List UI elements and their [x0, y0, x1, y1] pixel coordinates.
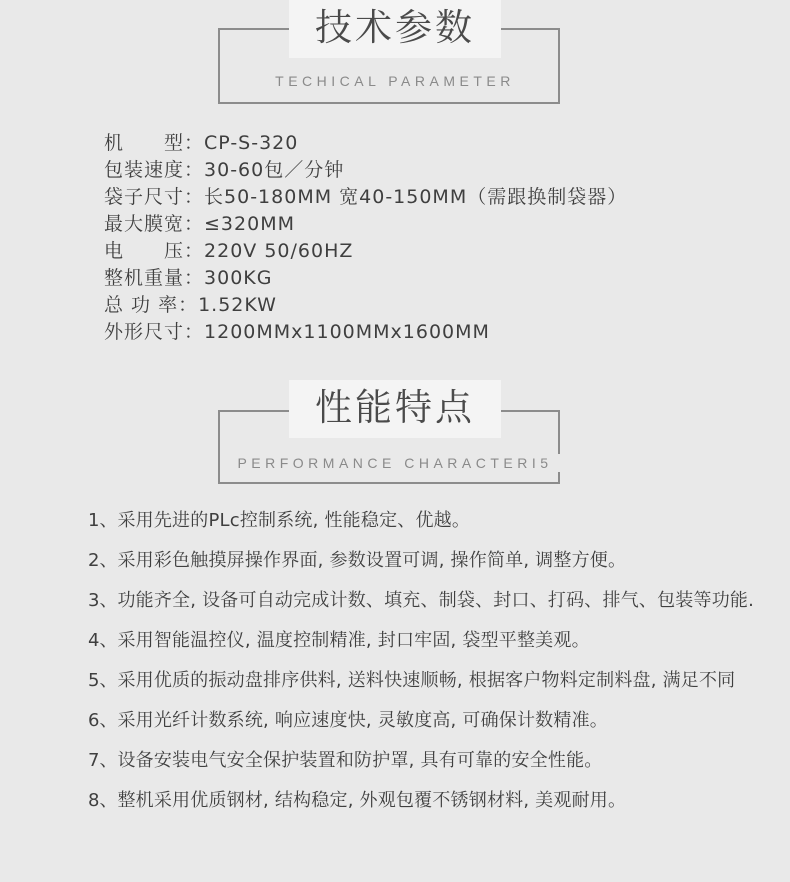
spec-value: 30-60包／分钟: [204, 159, 345, 181]
tech-parameter-header: [0, 0, 790, 112]
list-item: [0, 666, 790, 696]
list-item-number: 5、: [88, 670, 118, 691]
spec-value: 1.52KW: [198, 294, 277, 316]
spec-value: 1200MMx1100MMx1600MM: [204, 321, 490, 343]
spec-list: [0, 130, 790, 346]
list-item-text: 采用智能温控仪, 温度控制精准, 封口牢固, 袋型平整美观。: [117, 630, 590, 651]
spec-value: 长50-180MM 宽40-150MM（需跟换制袋器）: [204, 186, 628, 208]
list-item: [0, 746, 790, 776]
spec-row: [104, 130, 790, 157]
spec-row: [104, 292, 790, 319]
performance-subtitle-wrap: [0, 454, 790, 473]
tech-section-subtitle: TECHICAL PARAMETER: [259, 72, 531, 90]
performance-section-subtitle: PERFORMANCE CHARACTERI5: [221, 454, 568, 472]
list-item: [0, 546, 790, 576]
spec-row: [104, 211, 790, 238]
spec-value: 300KG: [204, 267, 273, 289]
spec-label: 最大膜宽：: [104, 213, 205, 235]
list-item-text: 采用光纤计数系统, 响应速度快, 灵敏度高, 可确保计数精准。: [117, 710, 608, 731]
performance-header: [0, 380, 790, 492]
spec-row: [104, 319, 790, 346]
spec-row: [104, 238, 790, 265]
section-spacer: [0, 346, 790, 380]
spec-label: 总 功 率：: [104, 294, 199, 316]
tech-title-wrap: [0, 0, 790, 58]
list-item-text: 设备安装电气安全保护装置和防护罩, 具有可靠的安全性能。: [117, 750, 603, 771]
list-item-number: 8、: [88, 790, 118, 811]
list-item-number: 7、: [88, 750, 118, 771]
tech-subtitle-wrap: [0, 72, 790, 91]
list-item-text: 功能齐全, 设备可自动完成计数、填充、制袋、封口、打码、排气、包装等功能.: [117, 590, 755, 611]
list-item-text: 采用优质的振动盘排序供料, 送料快速顺畅, 根据客户物料定制料盘, 满足不同: [117, 670, 736, 691]
list-item-number: 4、: [88, 630, 118, 651]
list-item-number: 2、: [88, 550, 118, 571]
list-item: [0, 786, 790, 816]
list-item-text: 整机采用优质钢材, 结构稳定, 外观包覆不锈钢材料, 美观耐用。: [117, 790, 627, 811]
spec-label: 机 型：: [104, 132, 205, 154]
list-item: [0, 506, 790, 536]
list-item: [0, 706, 790, 736]
spec-label: 电 压：: [104, 240, 205, 262]
spec-row: [104, 265, 790, 292]
spec-label: 整机重量：: [104, 267, 205, 289]
list-item-number: 1、: [88, 510, 118, 531]
spec-value: 220V 50/60HZ: [204, 240, 354, 262]
spec-value: CP-S-320: [204, 132, 299, 154]
spec-row: [104, 157, 790, 184]
performance-title-wrap: [0, 380, 790, 438]
feature-list: [0, 492, 790, 816]
performance-section-title: 性能特点: [289, 380, 501, 438]
list-item-text: 采用彩色触摸屏操作界面, 参数设置可调, 操作简单, 调整方便。: [117, 550, 627, 571]
list-item-number: 3、: [88, 590, 118, 611]
spec-row: [104, 184, 790, 211]
list-item: [0, 626, 790, 656]
spec-value: ≤320MM: [204, 213, 295, 235]
spec-label: 外形尺寸：: [104, 321, 205, 343]
list-item-number: 6、: [88, 710, 118, 731]
spec-label: 袋子尺寸：: [104, 186, 205, 208]
list-item: [0, 586, 790, 616]
list-item-text: 采用先进的PLc控制系统, 性能稳定、优越。: [117, 510, 471, 531]
spec-label: 包装速度：: [104, 159, 205, 181]
tech-section-title: 技术参数: [289, 0, 501, 58]
